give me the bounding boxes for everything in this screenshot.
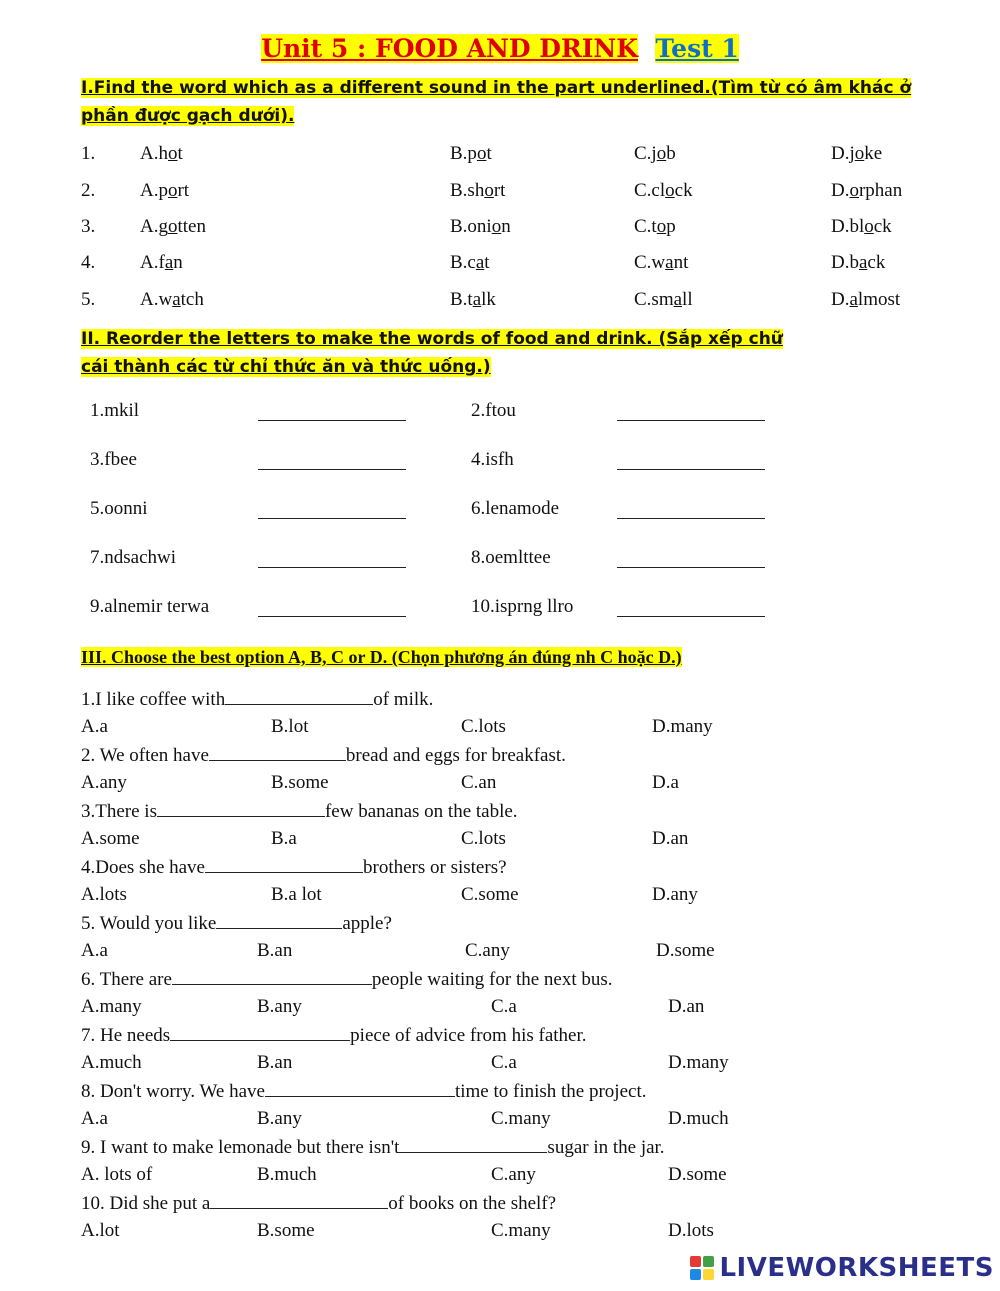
scrambled-word: 4.isfh [471, 449, 514, 470]
option-text: n [501, 216, 511, 237]
answer-option[interactable]: B.lot [271, 716, 309, 737]
option-text: lk [481, 289, 496, 310]
answer-blank[interactable] [170, 1024, 350, 1041]
question-text: 2. We often have [81, 745, 209, 766]
question-text: 1.I like coffee with [81, 689, 226, 710]
question-row [81, 912, 392, 935]
title-test: Test 1 [655, 34, 739, 63]
answer-option[interactable]: A.a [81, 716, 108, 737]
answer-blank[interactable] [258, 598, 406, 617]
option-text: ck [674, 180, 693, 201]
question-text: piece of advice from his father. [350, 1025, 587, 1046]
sound-option [450, 252, 490, 274]
option-text: C.sm [634, 289, 674, 310]
option-text: ck [873, 216, 892, 237]
question-row [81, 744, 566, 767]
question-text: 9. I want to make lemonade but there isn't [81, 1137, 400, 1158]
answer-option[interactable]: A.a [81, 940, 108, 961]
question-text: 6. There are [81, 969, 172, 990]
answer-option[interactable]: C.lots [461, 828, 506, 849]
underlined-letters: a [665, 252, 674, 273]
underlined-letters: o [656, 143, 667, 164]
option-text: A.g [140, 216, 168, 237]
title-unit: Unit 5 : FOOD AND DRINK [261, 34, 638, 63]
answer-option[interactable]: C.an [461, 772, 497, 793]
underlined-letters: a [475, 252, 485, 273]
question-text: 8. Don't worry. We have [81, 1081, 265, 1102]
answer-option[interactable]: B.any [257, 996, 302, 1017]
sound-option [450, 289, 496, 311]
answer-blank[interactable] [209, 744, 346, 761]
underlined-letters: a [172, 289, 181, 310]
underlined-letters: o [167, 143, 178, 164]
answer-option[interactable]: D.an [652, 828, 689, 849]
option-text: rphan [858, 180, 903, 201]
section3-heading-text: III. Choose the best option A, B, C or D. (Chọn phương án đúng nh C hoặc D.) [81, 647, 682, 667]
answer-blank[interactable] [617, 451, 765, 470]
scrambled-word: 2.ftou [471, 400, 516, 421]
option-text: ll [682, 289, 693, 310]
answer-option[interactable]: C.any [491, 1164, 536, 1185]
question-text: 4.Does she have [81, 857, 205, 878]
option-text: p [666, 216, 676, 237]
answer-blank[interactable] [617, 402, 765, 421]
option-text: rt [177, 180, 190, 201]
answer-blank[interactable] [172, 968, 372, 985]
option-text: n [173, 252, 183, 273]
answer-option[interactable]: A.lots [81, 884, 127, 905]
section3-heading [81, 643, 682, 671]
sound-option [450, 216, 511, 238]
option-text: tten [177, 216, 206, 237]
option-text: A.f [140, 252, 165, 273]
option-text: A.w [140, 289, 173, 310]
answer-option[interactable]: A.lot [81, 1220, 120, 1241]
sound-option [831, 252, 885, 274]
answer-option[interactable]: C.some [461, 884, 519, 905]
answer-option[interactable]: A.a [81, 1108, 108, 1129]
answer-blank[interactable] [265, 1080, 455, 1097]
answer-option[interactable]: D.some [656, 940, 715, 961]
question-row [81, 968, 613, 991]
answer-blank[interactable] [210, 1192, 388, 1209]
question-number: 1. [81, 143, 96, 164]
option-text: B.c [450, 252, 476, 273]
answer-option[interactable]: D.many [668, 1052, 729, 1073]
underlined-letters: o [656, 216, 667, 237]
page-title [0, 34, 1000, 63]
answer-option[interactable]: D.lots [668, 1220, 714, 1241]
answer-blank[interactable] [399, 1136, 547, 1153]
section2-heading-line1: II. Reorder the letters to make the words of food and drink. (Sắp xếp chữ [81, 329, 783, 349]
answer-blank[interactable] [216, 912, 342, 929]
underlined-letters: a [858, 252, 868, 273]
sound-option [634, 143, 676, 165]
answer-option[interactable]: A.some [81, 828, 140, 849]
section2-heading-line2: cái thành các từ chỉ thức ăn và thức uống.) [81, 357, 491, 377]
question-text: few bananas on the table. [324, 801, 518, 822]
option-text: B.sh [450, 180, 485, 201]
option-text: t [177, 143, 183, 164]
answer-option[interactable]: B.some [271, 772, 329, 793]
underlined-letters: a [673, 289, 683, 310]
question-text: 5. Would you like [81, 913, 217, 934]
underlined-letters: a [164, 252, 174, 273]
question-text: brothers or sisters? [363, 857, 507, 878]
option-text: B.oni [450, 216, 492, 237]
answer-blank[interactable] [258, 500, 406, 519]
question-row [81, 1080, 646, 1103]
answer-blank[interactable] [617, 500, 765, 519]
question-number: 2. [81, 180, 96, 201]
logo-blocks-icon [689, 1255, 715, 1281]
question-text: sugar in the jar. [547, 1137, 665, 1158]
sound-option [831, 143, 882, 165]
scrambled-word: 9.alnemir terwa [90, 596, 210, 617]
option-text: lmost [857, 289, 901, 310]
sound-option [450, 180, 505, 202]
answer-option[interactable]: B.an [257, 1052, 293, 1073]
question-text: bread and eggs for breakfast. [345, 745, 566, 766]
answer-option[interactable]: D.much [668, 1108, 729, 1129]
answer-option[interactable]: C.many [491, 1220, 551, 1241]
option-text: D.bl [831, 216, 865, 237]
question-row [81, 1136, 665, 1159]
option-text: D. [831, 289, 850, 310]
sound-option [634, 289, 693, 311]
option-text: B.t [450, 289, 473, 310]
underlined-letters: o [864, 216, 874, 237]
question-row [81, 1192, 556, 1215]
answer-option[interactable]: A.many [81, 996, 142, 1017]
scrambled-word: 5.oonni [90, 498, 148, 519]
answer-option[interactable]: B.some [257, 1220, 315, 1241]
answer-option[interactable]: C.a [491, 1052, 517, 1073]
underlined-letters: o [849, 180, 859, 201]
sound-option [140, 180, 189, 202]
option-text: t [484, 252, 490, 273]
answer-blank[interactable] [617, 598, 765, 617]
answer-option[interactable]: A.any [81, 772, 127, 793]
option-text: A.p [140, 180, 168, 201]
option-text: D. [831, 180, 850, 201]
section1-heading [81, 74, 911, 130]
underlined-letters: o [167, 180, 178, 201]
scrambled-word: 10.isprng llro [471, 596, 574, 617]
underlined-letters: a [849, 289, 858, 310]
option-text: C.cl [634, 180, 666, 201]
question-text: apple? [342, 913, 392, 934]
question-text: time to finish the project. [454, 1081, 647, 1102]
option-text: t [486, 143, 492, 164]
question-number: 5. [81, 289, 96, 310]
sound-option [831, 180, 902, 202]
scrambled-word: 8.oemlttee [471, 547, 551, 568]
sound-option [140, 216, 206, 238]
sound-option [634, 252, 688, 274]
answer-option[interactable]: B.any [257, 1108, 302, 1129]
answer-option[interactable]: B.an [257, 940, 293, 961]
answer-option[interactable]: A. lots of [81, 1164, 153, 1185]
question-text: people waiting for the next bus. [371, 969, 613, 990]
option-text: C.w [634, 252, 666, 273]
option-text: ke [864, 143, 883, 164]
option-text: B.p [450, 143, 477, 164]
answer-option[interactable]: C.any [465, 940, 510, 961]
option-text: tch [180, 289, 204, 310]
scrambled-word: 3.fbee [90, 449, 137, 470]
answer-blank[interactable] [225, 688, 373, 705]
question-text: 3.There is [81, 801, 157, 822]
scrambled-word: 6.lenamode [471, 498, 560, 519]
answer-option[interactable]: D.an [668, 996, 705, 1017]
option-text: C.j [634, 143, 657, 164]
question-text: 7. He needs [81, 1025, 171, 1046]
answer-option[interactable]: B.much [257, 1164, 317, 1185]
underlined-letters: o [491, 216, 502, 237]
answer-option[interactable]: D.some [668, 1164, 727, 1185]
question-text: 10. Did she put a [81, 1193, 211, 1214]
section1-heading-line1: I.Find the word which as a different sound in the part underlined.(Tìm từ có âm khác ở [81, 78, 912, 98]
liveworksheets-logo [689, 1253, 994, 1283]
question-row [81, 1024, 587, 1047]
question-row [81, 800, 518, 823]
underlined-letters: o [484, 180, 494, 201]
question-number: 4. [81, 252, 96, 273]
underlined-letters: o [665, 180, 675, 201]
answer-option[interactable]: D.any [652, 884, 698, 905]
question-text: of milk. [373, 689, 434, 710]
sound-option [450, 143, 492, 165]
question-row [81, 856, 507, 879]
section1-heading-line2: phần được gạch dưới). [81, 106, 295, 126]
sound-option [634, 180, 693, 202]
sound-option [634, 216, 676, 238]
section2-heading [81, 325, 783, 381]
question-text: of books on the shelf? [388, 1193, 557, 1214]
option-text: A.h [140, 143, 168, 164]
answer-option[interactable]: B.a [271, 828, 297, 849]
answer-option[interactable]: B.a lot [271, 884, 322, 905]
sound-option [831, 216, 892, 238]
option-text: C.t [634, 216, 657, 237]
option-text: rt [493, 180, 506, 201]
scrambled-word: 7.ndsachwi [90, 547, 177, 568]
option-text: D.j [831, 143, 855, 164]
option-text: D.b [831, 252, 859, 273]
option-text: nt [673, 252, 689, 273]
question-number: 3. [81, 216, 96, 237]
question-row [81, 688, 433, 711]
option-text: b [666, 143, 676, 164]
answer-option[interactable]: C.a [491, 996, 517, 1017]
answer-blank[interactable] [258, 402, 406, 421]
answer-option[interactable]: C.many [491, 1108, 551, 1129]
answer-blank[interactable] [157, 800, 325, 817]
logo-text: LIVEWORKSHEETS [719, 1253, 994, 1283]
underlined-letters: o [167, 216, 178, 237]
sound-option [140, 289, 204, 311]
underlined-letters: o [854, 143, 865, 164]
underlined-letters: a [472, 289, 482, 310]
answer-option[interactable]: A.much [81, 1052, 142, 1073]
answer-blank[interactable] [205, 856, 363, 873]
answer-option[interactable]: C.lots [461, 716, 506, 737]
sound-option [140, 252, 183, 274]
answer-blank[interactable] [258, 549, 406, 568]
option-text: ck [867, 252, 886, 273]
sound-option [831, 289, 900, 311]
answer-blank[interactable] [258, 451, 406, 470]
answer-option[interactable]: D.a [652, 772, 679, 793]
scrambled-word: 1.mkil [90, 400, 140, 421]
underlined-letters: o [476, 143, 487, 164]
answer-option[interactable]: D.many [652, 716, 713, 737]
sound-option [140, 143, 183, 165]
answer-blank[interactable] [617, 549, 765, 568]
